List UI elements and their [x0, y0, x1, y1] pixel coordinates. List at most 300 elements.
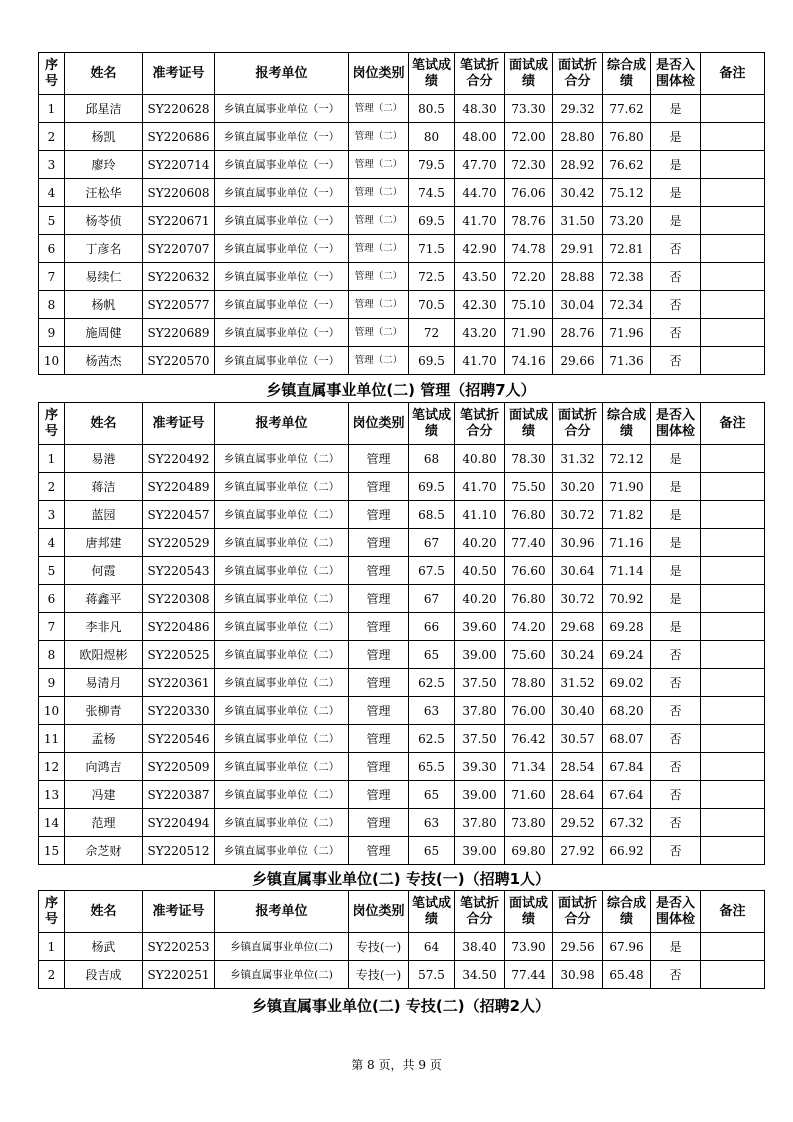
cell-exam-id: SY220577 — [143, 291, 215, 319]
cell-shortlisted: 是 — [651, 179, 701, 207]
cell-remarks — [701, 501, 765, 529]
cell-name: 冯建 — [65, 781, 143, 809]
cell-remarks — [701, 123, 765, 151]
header-written-score: 笔试成绩 — [409, 891, 455, 933]
cell-position-type: 管理（二） — [349, 207, 409, 235]
cell-exam-id: SY220689 — [143, 319, 215, 347]
table-row — [39, 669, 765, 697]
cell-interview-converted: 28.64 — [553, 781, 603, 809]
header-remarks: 备注 — [701, 53, 765, 95]
cell-remarks — [701, 613, 765, 641]
header-interview-score: 面试成绩 — [505, 891, 553, 933]
header-row-number: 序号 — [39, 403, 65, 445]
cell-interview-converted: 29.32 — [553, 95, 603, 123]
cell-written-score: 63 — [409, 809, 455, 837]
cell-name: 杨武 — [65, 933, 143, 961]
cell-written-converted: 47.70 — [455, 151, 505, 179]
cell-remarks — [701, 95, 765, 123]
cell-written-converted: 41.10 — [455, 501, 505, 529]
table-row — [39, 933, 765, 961]
cell-written-converted: 37.80 — [455, 809, 505, 837]
cell-shortlisted: 是 — [651, 445, 701, 473]
table-row — [39, 809, 765, 837]
cell-shortlisted: 否 — [651, 725, 701, 753]
cell-written-score: 62.5 — [409, 669, 455, 697]
cell-interview-converted: 28.54 — [553, 753, 603, 781]
cell-exam-id: SY220529 — [143, 529, 215, 557]
cell-row-number: 1 — [39, 95, 65, 123]
header-interview-converted: 面试折合分 — [553, 891, 603, 933]
table-row — [39, 235, 765, 263]
table-row — [39, 557, 765, 585]
cell-written-converted: 41.70 — [455, 207, 505, 235]
cell-written-converted: 39.00 — [455, 781, 505, 809]
cell-interview-score: 77.44 — [505, 961, 553, 989]
cell-unit: 乡镇直属事业单位（一） — [215, 207, 349, 235]
cell-written-converted: 48.00 — [455, 123, 505, 151]
cell-written-converted: 43.50 — [455, 263, 505, 291]
cell-unit: 乡镇直属事业单位（二） — [215, 473, 349, 501]
table-row — [39, 585, 765, 613]
cell-position-type: 管理 — [349, 445, 409, 473]
cell-interview-converted: 28.80 — [553, 123, 603, 151]
cell-interview-score: 78.30 — [505, 445, 553, 473]
cell-written-score: 64 — [409, 933, 455, 961]
header-total-score: 综合成绩 — [603, 403, 651, 445]
cell-interview-converted: 30.24 — [553, 641, 603, 669]
header-row-number: 序号 — [39, 891, 65, 933]
cell-interview-converted: 29.91 — [553, 235, 603, 263]
cell-row-number: 2 — [39, 123, 65, 151]
cell-name: 李非凡 — [65, 613, 143, 641]
cell-unit: 乡镇直属事业单位（二） — [215, 725, 349, 753]
cell-shortlisted: 否 — [651, 809, 701, 837]
header-name: 姓名 — [65, 891, 143, 933]
cell-shortlisted: 否 — [651, 837, 701, 865]
cell-interview-score: 74.78 — [505, 235, 553, 263]
table-row — [39, 641, 765, 669]
cell-shortlisted: 否 — [651, 291, 701, 319]
header-total-score: 综合成绩 — [603, 53, 651, 95]
cell-interview-score: 76.80 — [505, 585, 553, 613]
cell-written-converted: 41.70 — [455, 347, 505, 375]
header-total-score: 综合成绩 — [603, 891, 651, 933]
cell-unit: 乡镇直属事业单位(二) — [215, 961, 349, 989]
cell-interview-converted: 30.64 — [553, 557, 603, 585]
table-row — [39, 445, 765, 473]
header-remarks: 备注 — [701, 891, 765, 933]
cell-interview-score: 75.10 — [505, 291, 553, 319]
cell-written-converted: 40.20 — [455, 529, 505, 557]
cell-interview-converted: 29.66 — [553, 347, 603, 375]
cell-total-score: 75.12 — [603, 179, 651, 207]
header-position-type: 岗位类别 — [349, 891, 409, 933]
cell-shortlisted: 是 — [651, 933, 701, 961]
cell-unit: 乡镇直属事业单位（一） — [215, 319, 349, 347]
cell-unit: 乡镇直属事业单位（一） — [215, 347, 349, 375]
cell-interview-score: 73.80 — [505, 809, 553, 837]
cell-interview-score: 78.76 — [505, 207, 553, 235]
page-footer: 第 8 页，共 9 页 — [351, 1058, 442, 1072]
cell-written-score: 70.5 — [409, 291, 455, 319]
cell-interview-converted: 28.76 — [553, 319, 603, 347]
cell-interview-score: 76.60 — [505, 557, 553, 585]
cell-shortlisted: 是 — [651, 585, 701, 613]
table-row — [39, 473, 765, 501]
cell-interview-score: 72.30 — [505, 151, 553, 179]
table-row — [39, 319, 765, 347]
cell-unit: 乡镇直属事业单位（二） — [215, 697, 349, 725]
cell-total-score: 67.84 — [603, 753, 651, 781]
cell-interview-score: 76.42 — [505, 725, 553, 753]
cell-written-converted: 37.50 — [455, 669, 505, 697]
cell-written-score: 67 — [409, 585, 455, 613]
cell-name: 杨凯 — [65, 123, 143, 151]
cell-position-type: 管理 — [349, 781, 409, 809]
cell-name: 孟杨 — [65, 725, 143, 753]
cell-remarks — [701, 753, 765, 781]
header-row — [39, 891, 765, 933]
cell-unit: 乡镇直属事业单位（二） — [215, 753, 349, 781]
cell-written-converted: 43.20 — [455, 319, 505, 347]
cell-interview-converted: 31.52 — [553, 669, 603, 697]
cell-unit: 乡镇直属事业单位（一） — [215, 123, 349, 151]
cell-position-type: 管理 — [349, 473, 409, 501]
cell-remarks — [701, 781, 765, 809]
cell-row-number: 9 — [39, 669, 65, 697]
cell-position-type: 管理 — [349, 613, 409, 641]
cell-name: 邱星洁 — [65, 95, 143, 123]
cell-exam-id: SY220546 — [143, 725, 215, 753]
cell-total-score: 69.24 — [603, 641, 651, 669]
cell-name: 汪松华 — [65, 179, 143, 207]
cell-written-score: 67.5 — [409, 557, 455, 585]
cell-interview-score: 73.30 — [505, 95, 553, 123]
cell-total-score: 71.96 — [603, 319, 651, 347]
cell-interview-score: 71.60 — [505, 781, 553, 809]
cell-shortlisted: 否 — [651, 669, 701, 697]
cell-row-number: 10 — [39, 347, 65, 375]
cell-exam-id: SY220671 — [143, 207, 215, 235]
cell-interview-converted: 30.40 — [553, 697, 603, 725]
cell-exam-id: SY220632 — [143, 263, 215, 291]
cell-remarks — [701, 291, 765, 319]
cell-unit: 乡镇直属事业单位（二） — [215, 445, 349, 473]
cell-written-converted: 42.90 — [455, 235, 505, 263]
cell-remarks — [701, 961, 765, 989]
cell-remarks — [701, 529, 765, 557]
table-row — [39, 501, 765, 529]
cell-row-number: 6 — [39, 585, 65, 613]
cell-unit: 乡镇直属事业单位（二） — [215, 501, 349, 529]
cell-position-type: 管理（二） — [349, 347, 409, 375]
cell-exam-id: SY220330 — [143, 697, 215, 725]
cell-shortlisted: 是 — [651, 501, 701, 529]
table-row — [39, 961, 765, 989]
cell-total-score: 77.62 — [603, 95, 651, 123]
cell-total-score: 72.81 — [603, 235, 651, 263]
cell-written-converted: 48.30 — [455, 95, 505, 123]
cell-row-number: 7 — [39, 263, 65, 291]
cell-interview-converted: 28.92 — [553, 151, 603, 179]
cell-total-score: 68.07 — [603, 725, 651, 753]
cell-row-number: 4 — [39, 529, 65, 557]
cell-unit: 乡镇直属事业单位（二） — [215, 809, 349, 837]
cell-unit: 乡镇直属事业单位（一） — [215, 263, 349, 291]
table-row — [39, 263, 765, 291]
cell-written-converted: 42.30 — [455, 291, 505, 319]
table-row — [39, 179, 765, 207]
header-name: 姓名 — [65, 403, 143, 445]
cell-total-score: 72.12 — [603, 445, 651, 473]
cell-position-type: 专技(一) — [349, 933, 409, 961]
cell-remarks — [701, 319, 765, 347]
header-position-type: 岗位类别 — [349, 403, 409, 445]
cell-remarks — [701, 207, 765, 235]
cell-total-score: 76.80 — [603, 123, 651, 151]
cell-shortlisted: 否 — [651, 263, 701, 291]
header-remarks: 备注 — [701, 403, 765, 445]
header-interview-converted: 面试折合分 — [553, 53, 603, 95]
cell-written-converted: 39.30 — [455, 753, 505, 781]
cell-interview-score: 74.16 — [505, 347, 553, 375]
cell-written-score: 71.5 — [409, 235, 455, 263]
cell-exam-id: SY220492 — [143, 445, 215, 473]
cell-written-score: 65 — [409, 641, 455, 669]
cell-interview-converted: 31.32 — [553, 445, 603, 473]
cell-remarks — [701, 669, 765, 697]
header-row — [39, 53, 765, 95]
table-row — [39, 347, 765, 375]
table-row — [39, 837, 765, 865]
cell-total-score: 70.92 — [603, 585, 651, 613]
table-row — [39, 613, 765, 641]
cell-position-type: 管理（二） — [349, 151, 409, 179]
cell-written-score: 69.5 — [409, 473, 455, 501]
header-name: 姓名 — [65, 53, 143, 95]
table-row — [39, 123, 765, 151]
header-unit: 报考单位 — [215, 53, 349, 95]
header-row — [39, 403, 765, 445]
cell-written-converted: 40.80 — [455, 445, 505, 473]
cell-exam-id: SY220509 — [143, 753, 215, 781]
cell-written-score: 65 — [409, 781, 455, 809]
cell-written-score: 62.5 — [409, 725, 455, 753]
cell-remarks — [701, 151, 765, 179]
cell-remarks — [701, 235, 765, 263]
cell-interview-converted: 30.57 — [553, 725, 603, 753]
cell-interview-converted: 31.50 — [553, 207, 603, 235]
cell-written-score: 65 — [409, 837, 455, 865]
cell-written-score: 74.5 — [409, 179, 455, 207]
cell-interview-converted: 28.88 — [553, 263, 603, 291]
cell-name: 佘芝财 — [65, 837, 143, 865]
cell-shortlisted: 是 — [651, 207, 701, 235]
cell-shortlisted: 是 — [651, 529, 701, 557]
cell-remarks — [701, 179, 765, 207]
table-body — [39, 445, 765, 865]
cell-interview-score: 76.00 — [505, 697, 553, 725]
cell-row-number: 15 — [39, 837, 65, 865]
cell-position-type: 管理（二） — [349, 319, 409, 347]
cell-exam-id: SY220489 — [143, 473, 215, 501]
cell-row-number: 11 — [39, 725, 65, 753]
cell-name: 易清月 — [65, 669, 143, 697]
cell-row-number: 8 — [39, 641, 65, 669]
cell-position-type: 管理 — [349, 501, 409, 529]
header-unit: 报考单位 — [215, 891, 349, 933]
cell-name: 易港 — [65, 445, 143, 473]
cell-interview-score: 78.80 — [505, 669, 553, 697]
cell-unit: 乡镇直属事业单位（二） — [215, 641, 349, 669]
cell-row-number: 8 — [39, 291, 65, 319]
cell-row-number: 5 — [39, 557, 65, 585]
cell-interview-score: 71.34 — [505, 753, 553, 781]
header-shortlisted: 是否入围体检 — [651, 403, 701, 445]
cell-interview-converted: 29.56 — [553, 933, 603, 961]
cell-remarks — [701, 557, 765, 585]
cell-name: 欧阳煜彬 — [65, 641, 143, 669]
cell-unit: 乡镇直属事业单位（二） — [215, 781, 349, 809]
cell-total-score: 71.90 — [603, 473, 651, 501]
cell-interview-score: 75.50 — [505, 473, 553, 501]
cell-interview-score: 69.80 — [505, 837, 553, 865]
cell-total-score: 71.36 — [603, 347, 651, 375]
cell-shortlisted: 是 — [651, 123, 701, 151]
cell-row-number: 13 — [39, 781, 65, 809]
cell-name: 向鸿吉 — [65, 753, 143, 781]
cell-unit: 乡镇直属事业单位（二） — [215, 613, 349, 641]
cell-written-converted: 44.70 — [455, 179, 505, 207]
header-exam-id: 准考证号 — [143, 403, 215, 445]
cell-remarks — [701, 263, 765, 291]
cell-shortlisted: 是 — [651, 95, 701, 123]
cell-written-score: 80 — [409, 123, 455, 151]
table-row — [39, 95, 765, 123]
cell-remarks — [701, 725, 765, 753]
cell-interview-converted: 30.04 — [553, 291, 603, 319]
cell-exam-id: SY220251 — [143, 961, 215, 989]
cell-written-score: 68.5 — [409, 501, 455, 529]
table-row — [39, 291, 765, 319]
header-exam-id: 准考证号 — [143, 891, 215, 933]
cell-written-score: 72.5 — [409, 263, 455, 291]
cell-position-type: 管理 — [349, 529, 409, 557]
table-body — [39, 933, 765, 989]
cell-interview-converted: 30.96 — [553, 529, 603, 557]
cell-interview-converted: 30.72 — [553, 585, 603, 613]
cell-written-score: 69.5 — [409, 347, 455, 375]
cell-unit: 乡镇直属事业单位（二） — [215, 529, 349, 557]
cell-name: 何霞 — [65, 557, 143, 585]
results-table-3 — [38, 890, 765, 989]
cell-written-score: 66 — [409, 613, 455, 641]
cell-unit: 乡镇直属事业单位（一） — [215, 235, 349, 263]
cell-interview-converted: 29.52 — [553, 809, 603, 837]
cell-exam-id: SY220608 — [143, 179, 215, 207]
cell-written-converted: 34.50 — [455, 961, 505, 989]
cell-written-converted: 39.60 — [455, 613, 505, 641]
cell-exam-id: SY220308 — [143, 585, 215, 613]
cell-name: 施周健 — [65, 319, 143, 347]
cell-position-type: 管理 — [349, 837, 409, 865]
cell-shortlisted: 否 — [651, 697, 701, 725]
results-table-2 — [38, 402, 765, 865]
header-interview-score: 面试成绩 — [505, 403, 553, 445]
cell-total-score: 66.92 — [603, 837, 651, 865]
cell-interview-score: 75.60 — [505, 641, 553, 669]
cell-row-number: 3 — [39, 501, 65, 529]
cell-exam-id: SY220628 — [143, 95, 215, 123]
cell-position-type: 管理（二） — [349, 263, 409, 291]
cell-name: 蒋洁 — [65, 473, 143, 501]
cell-total-score: 69.28 — [603, 613, 651, 641]
cell-position-type: 管理 — [349, 697, 409, 725]
cell-position-type: 管理（二） — [349, 235, 409, 263]
cell-row-number: 5 — [39, 207, 65, 235]
cell-interview-score: 71.90 — [505, 319, 553, 347]
cell-position-type: 管理（二） — [349, 291, 409, 319]
cell-written-converted: 41.70 — [455, 473, 505, 501]
cell-interview-score: 72.20 — [505, 263, 553, 291]
cell-name: 杨茜杰 — [65, 347, 143, 375]
cell-row-number: 9 — [39, 319, 65, 347]
cell-exam-id: SY220387 — [143, 781, 215, 809]
section-title: 乡镇直属事业单位(二) 管理（招聘7人） — [266, 381, 536, 399]
cell-position-type: 管理（二） — [349, 179, 409, 207]
cell-position-type: 管理 — [349, 641, 409, 669]
cell-total-score: 72.38 — [603, 263, 651, 291]
cell-written-converted: 37.50 — [455, 725, 505, 753]
cell-remarks — [701, 585, 765, 613]
cell-row-number: 4 — [39, 179, 65, 207]
cell-shortlisted: 否 — [651, 781, 701, 809]
cell-written-score: 68 — [409, 445, 455, 473]
cell-shortlisted: 否 — [651, 347, 701, 375]
cell-exam-id: SY220486 — [143, 613, 215, 641]
header-written-converted: 笔试折合分 — [455, 403, 505, 445]
cell-interview-converted: 30.42 — [553, 179, 603, 207]
table-row — [39, 725, 765, 753]
cell-remarks — [701, 697, 765, 725]
cell-name: 廖玲 — [65, 151, 143, 179]
table-row — [39, 151, 765, 179]
cell-written-score: 79.5 — [409, 151, 455, 179]
cell-name: 杨苓侦 — [65, 207, 143, 235]
cell-interview-score: 73.90 — [505, 933, 553, 961]
cell-shortlisted: 是 — [651, 613, 701, 641]
cell-row-number: 2 — [39, 961, 65, 989]
header-written-score: 笔试成绩 — [409, 403, 455, 445]
cell-interview-converted: 30.72 — [553, 501, 603, 529]
header-written-score: 笔试成绩 — [409, 53, 455, 95]
table-body — [39, 95, 765, 375]
cell-position-type: 管理 — [349, 753, 409, 781]
cell-unit: 乡镇直属事业单位（二） — [215, 669, 349, 697]
cell-position-type: 管理（二） — [349, 123, 409, 151]
cell-written-score: 65.5 — [409, 753, 455, 781]
cell-row-number: 1 — [39, 933, 65, 961]
cell-shortlisted: 否 — [651, 319, 701, 347]
cell-position-type: 管理 — [349, 557, 409, 585]
cell-exam-id: SY220494 — [143, 809, 215, 837]
cell-written-score: 72 — [409, 319, 455, 347]
header-interview-converted: 面试折合分 — [553, 403, 603, 445]
cell-interview-converted: 30.20 — [553, 473, 603, 501]
cell-exam-id: SY220543 — [143, 557, 215, 585]
cell-name: 丁彦名 — [65, 235, 143, 263]
cell-shortlisted: 是 — [651, 473, 701, 501]
